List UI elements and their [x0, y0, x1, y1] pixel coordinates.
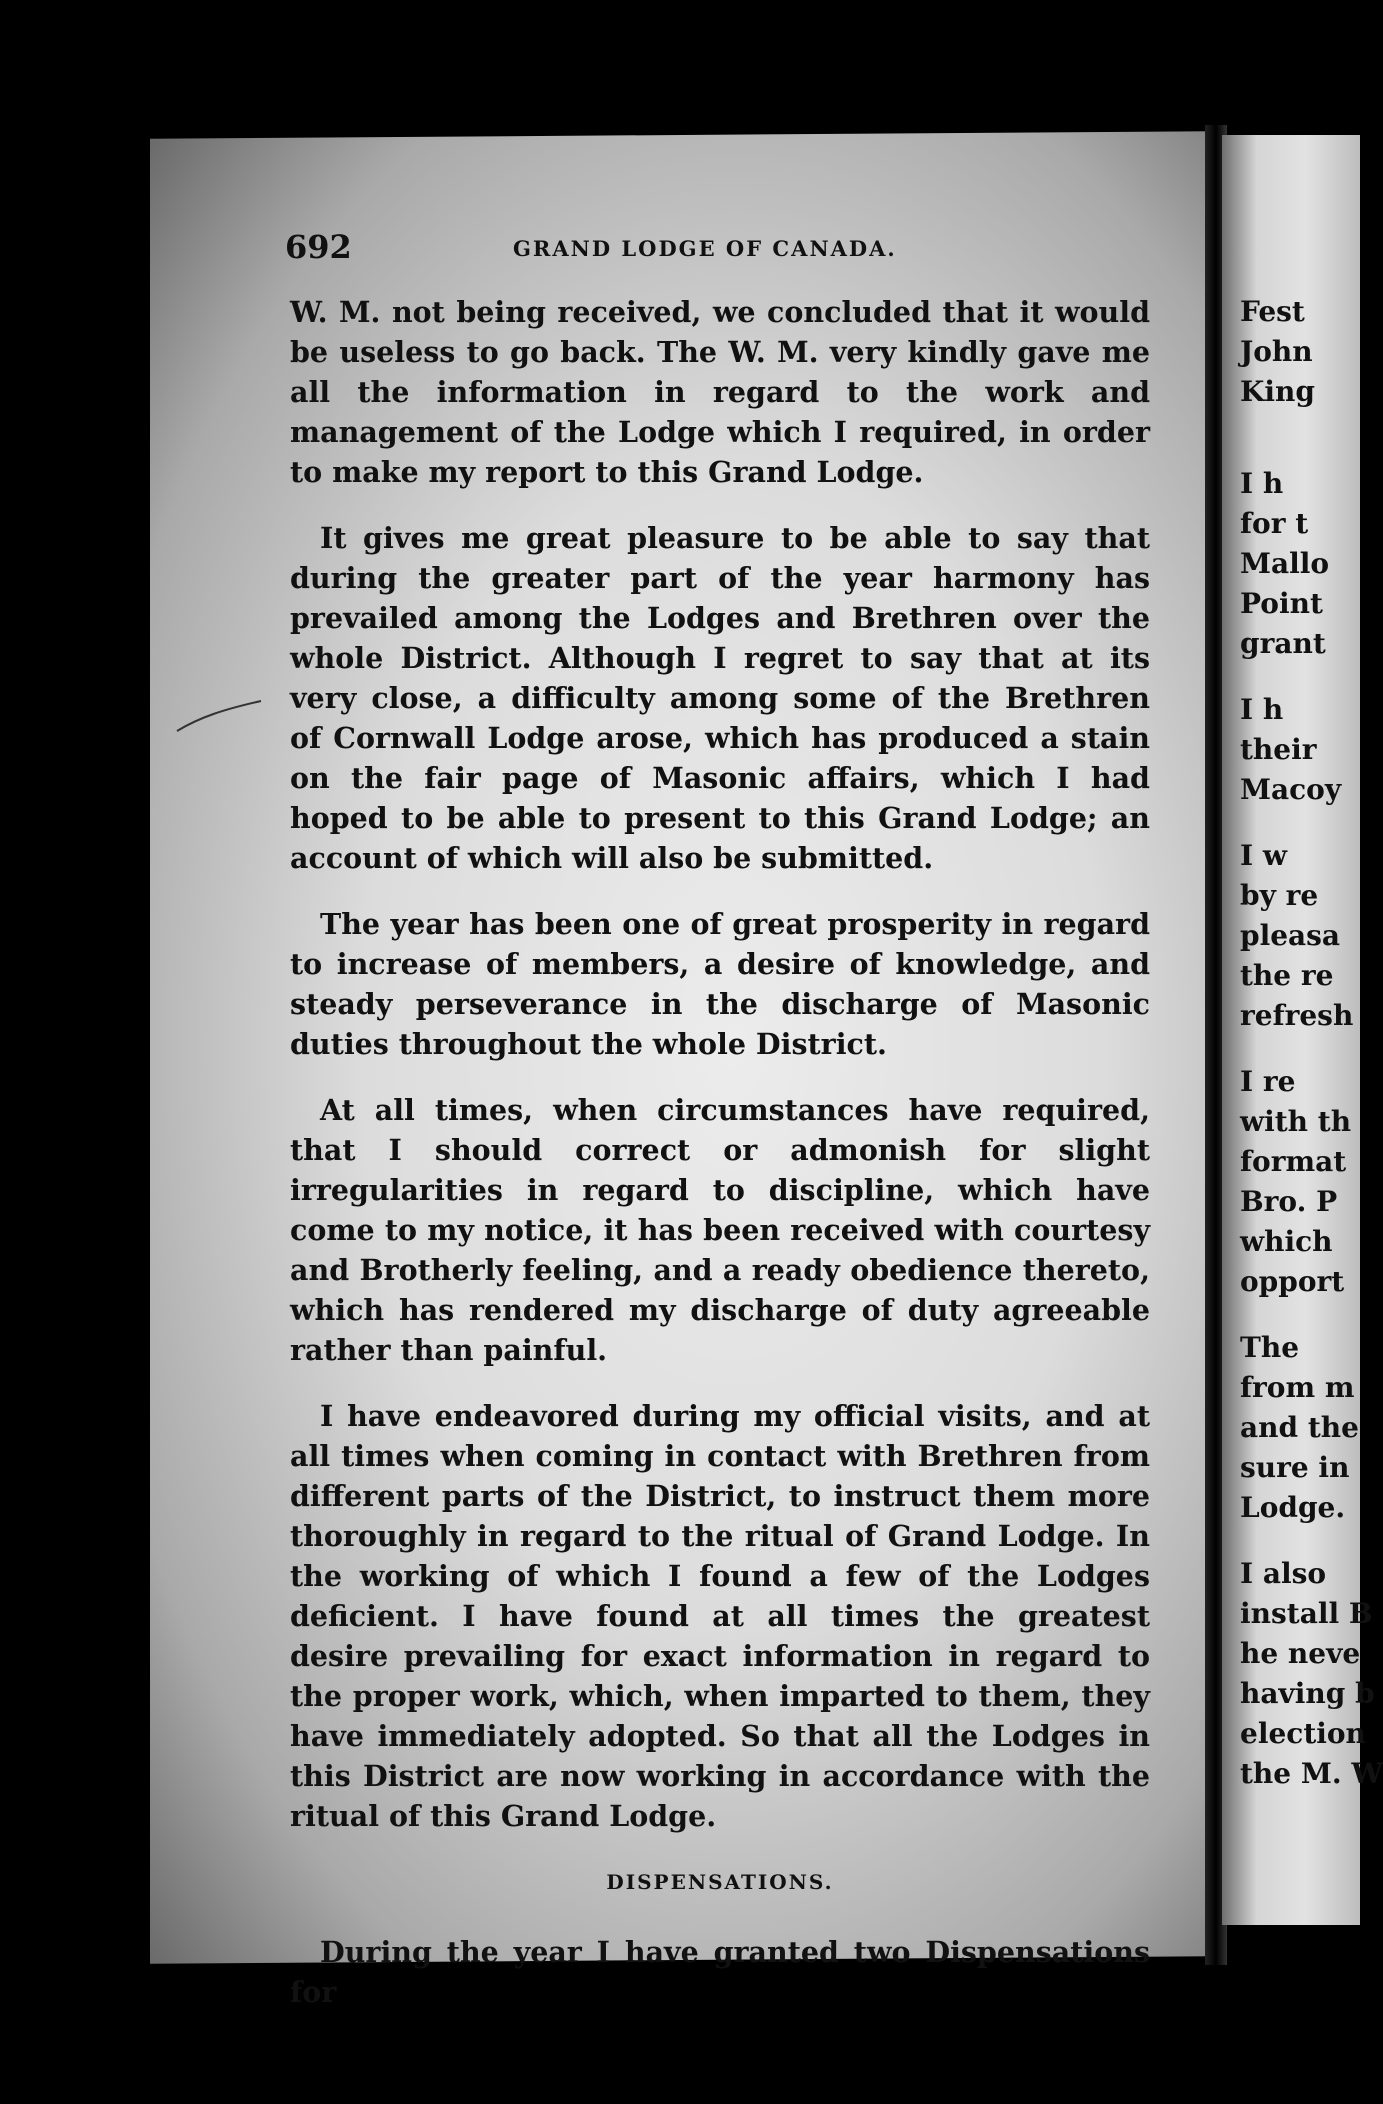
right-page-text: [1240, 292, 1383, 1794]
body-text: [290, 292, 1150, 2038]
fragment-line: install B: [1240, 1597, 1373, 1630]
fragment-line: he neve: [1240, 1637, 1361, 1670]
fragment-line: format: [1240, 1145, 1347, 1178]
paragraph: W. M. not being received, we concluded that it would be useless to go back. The W. M. very kindly gave me all the information in regard to the work and management of the Lodge which I required, in order to make my report to this Grand Lodge.: [290, 295, 1150, 489]
fragment-line: pleasa: [1240, 919, 1341, 952]
fragment-line: Macoy: [1240, 773, 1342, 806]
fragment-line: grant: [1240, 627, 1326, 660]
fragment-line: with th: [1240, 1105, 1352, 1138]
fragment-line: refresh: [1240, 999, 1354, 1032]
fragment-line: having b: [1240, 1677, 1375, 1710]
fragment-line: election: [1240, 1717, 1366, 1750]
fragment-line: opport: [1240, 1265, 1345, 1298]
fragment-line: the re: [1240, 959, 1334, 992]
fragment-line: John: [1240, 335, 1313, 368]
fragment-line: by re: [1240, 879, 1319, 912]
paragraph: It gives me great pleasure to be able to say that during the greater part of the year harmony has prevailed among the Lodges and Brethren over the whole District. Although I regret to say that at its very close, a difficulty among some of the Brethren of Cornwall Lodge arose, which has produced a stain on the fair page of Masonic affairs, which I had hoped to be able to present to this Grand Lodge; an account of which will also be submitted.: [290, 521, 1150, 875]
page-number: 692: [285, 228, 352, 266]
fragment-line: Bro. P: [1240, 1185, 1338, 1218]
page-header: [285, 228, 1185, 272]
running-head: GRAND LODGE OF CANADA.: [513, 236, 897, 261]
paragraph: I have endeavored during my official visits, and at all times when coming in contact with Brethren from different parts of the District, to instruct them more thoroughly in regard to the ritual of Grand Lodge. In the working of which I found a few of the Lodges deficient. I have found at all times the greatest desire prevailing for exact information in regard to the proper work, which, when imparted to them, they have immediately adopted. So that all the Lodges in this District are now working in accordance with the ritual of this Grand Lodge.: [290, 1399, 1150, 1833]
fragment-line: I w: [1240, 839, 1287, 872]
fragment-line: I also: [1240, 1557, 1327, 1590]
fragment-line: sure in: [1240, 1451, 1350, 1484]
fragment-line: and the: [1240, 1411, 1359, 1444]
fragment-line: for t: [1240, 507, 1309, 540]
fragment-line: The: [1240, 1331, 1300, 1364]
section-heading: DISPENSATIONS.: [606, 1870, 834, 1894]
fragment-line: from m: [1240, 1371, 1355, 1404]
fragment-line: their: [1240, 733, 1317, 766]
pencil-mark-icon: [175, 695, 265, 735]
fragment-line: the M. W: [1240, 1757, 1383, 1790]
fragment-line: I re: [1240, 1065, 1296, 1098]
fragment-line: which: [1240, 1225, 1333, 1258]
fragment-line: I h: [1240, 467, 1284, 500]
fragment-line: I h: [1240, 693, 1284, 726]
fragment-line: King: [1240, 375, 1315, 408]
fragment-line: Lodge.: [1240, 1491, 1346, 1524]
paragraph: At all times, when circumstances have required, that I should correct or admonish for slight irregularities in regard to discipline, which have come to my notice, it has been received with courtesy and Brotherly feeling, and a ready obedience thereto, which has rendered my discharge of duty agreeable rather than painful.: [290, 1093, 1150, 1367]
paragraph: During the year I have granted two Dispensations for: [290, 1935, 1150, 2009]
fragment-line: Mallo: [1240, 547, 1330, 580]
fragment-line: Fest: [1240, 295, 1305, 328]
paragraph: The year has been one of great prosperity in regard to increase of members, a desire of knowledge, and steady perseverance in the discharge of Masonic duties throughout the whole District.: [290, 907, 1150, 1061]
fragment-line: Point: [1240, 587, 1323, 620]
